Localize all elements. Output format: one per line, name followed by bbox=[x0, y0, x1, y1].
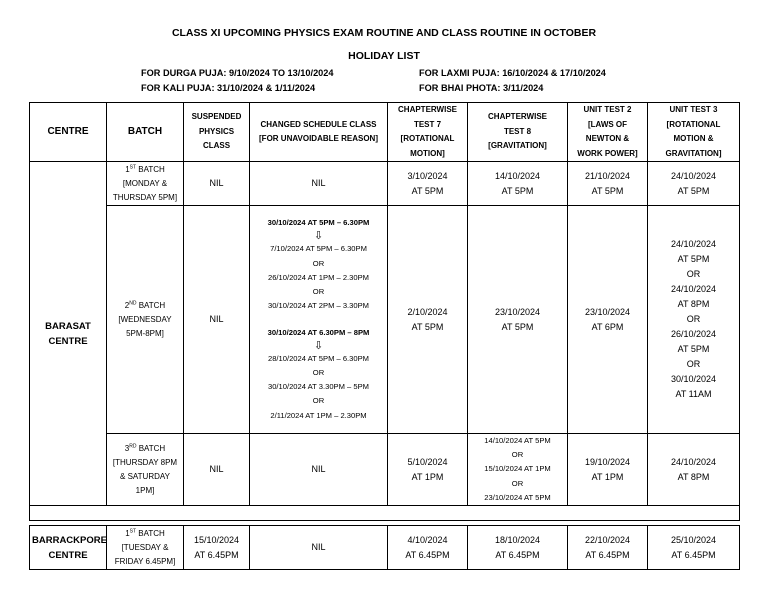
down-arrow-icon: ⇩ bbox=[313, 339, 324, 352]
ut3-cell: 25/10/2024 AT 6.45PM bbox=[648, 526, 740, 570]
header-unit-test-2: UNIT TEST 2 [LAWS OF NEWTON & WORK POWER] bbox=[568, 103, 648, 162]
batch-cell: 3RD BATCH [THURSDAY 8PM & SATURDAY 1PM] bbox=[107, 434, 184, 506]
routine-table bbox=[29, 102, 740, 570]
ct8-cell: 14/10/2024 AT 5PM bbox=[468, 162, 568, 206]
ct7-cell: 2/10/2024 AT 5PM bbox=[388, 206, 468, 434]
header-centre: CENTRE bbox=[30, 103, 107, 162]
ct7-cell: 5/10/2024 AT 1PM bbox=[388, 434, 468, 506]
holiday-kali-puja: FOR KALI PUJA: 31/10/2024 & 1/11/2024 bbox=[141, 83, 316, 93]
ct7-cell: 4/10/2024 AT 6.45PM bbox=[388, 526, 468, 570]
holiday-bhai-phota: FOR BHAI PHOTA: 3/11/2024 bbox=[419, 83, 544, 93]
suspended-cell: NIL bbox=[184, 162, 250, 206]
ct7-cell: 3/10/2024 AT 5PM bbox=[388, 162, 468, 206]
header-changed-schedule: CHANGED SCHEDULE CLASS [FOR UNAVOIDABLE REASON] bbox=[250, 103, 388, 162]
table-row bbox=[30, 434, 740, 506]
batch-cell: 2ND BATCH [WEDNESDAY 5PM-8PM] bbox=[107, 206, 184, 434]
table-row bbox=[30, 206, 740, 434]
ut2-cell: 22/10/2024 AT 6.45PM bbox=[568, 526, 648, 570]
changed-cell: NIL bbox=[250, 162, 388, 206]
changed-cell: NIL bbox=[250, 526, 388, 570]
table-row bbox=[30, 162, 740, 206]
header-row bbox=[30, 103, 740, 162]
ut2-cell: 23/10/2024 AT 6PM bbox=[568, 206, 648, 434]
holiday-laxmi-puja: FOR LAXMI PUJA: 16/10/2024 & 17/10/2024 bbox=[419, 68, 606, 78]
header-unit-test-3: UNIT TEST 3 [ROTATIONAL MOTION & GRAVITATION] bbox=[648, 103, 740, 162]
holiday-durga-puja: FOR DURGA PUJA: 9/10/2024 TO 13/10/2024 bbox=[141, 68, 334, 78]
page-title: CLASS XI UPCOMING PHYSICS EXAM ROUTINE AND CLASS ROUTINE IN OCTOBER bbox=[171, 27, 597, 39]
holiday-list-heading: HOLIDAY LIST bbox=[348, 50, 420, 62]
ut2-cell: 21/10/2024 AT 5PM bbox=[568, 162, 648, 206]
header-batch: BATCH bbox=[107, 103, 184, 162]
spacer-cell bbox=[30, 506, 740, 521]
table-row bbox=[30, 526, 740, 570]
ut2-cell: 19/10/2024 AT 1PM bbox=[568, 434, 648, 506]
ut3-cell: 24/10/2024 AT 5PM OR 24/10/2024 AT 8PM OR 26/10/2024 AT 5PM OR 30/10/2024 AT 11AM bbox=[648, 206, 740, 434]
ct8-cell: 14/10/2024 AT 5PM OR 15/10/2024 AT 1PM OR 23/10/2024 AT 5PM bbox=[468, 434, 568, 506]
header-suspended: SUSPENDED PHYSICS CLASS bbox=[184, 103, 250, 162]
batch-cell: 1ST BATCH [TUESDAY & FRIDAY 6.45PM] bbox=[107, 526, 184, 570]
batch-cell: 1ST BATCH [MONDAY & THURSDAY 5PM] bbox=[107, 162, 184, 206]
ut3-cell: 24/10/2024 AT 8PM bbox=[648, 434, 740, 506]
suspended-cell: NIL bbox=[184, 434, 250, 506]
changed-cell: 30/10/2024 AT 5PM – 6.30PM ⇩ 7/10/2024 AT 5PM – 6.30PM OR 26/10/2024 AT 1PM – 2.30PM OR 30/10/2024 AT 2PM – 3.30PM 30/10/2024 AT 6.30PM – 8PM ⇩ 28/10/2024 AT 5PM – 6.30PM OR 30/10/2024 AT 3.30PM – 5PM OR 2/11/2024 AT 1PM – 2.30PM bbox=[250, 206, 388, 434]
header-chapterwise-test-8: CHAPTERWISE TEST 8 [GRAVITATION] bbox=[468, 103, 568, 162]
centre-barasat: BARASAT CENTRE bbox=[30, 162, 107, 506]
suspended-cell: 15/10/2024 AT 6.45PM bbox=[184, 526, 250, 570]
ut3-cell: 24/10/2024 AT 5PM bbox=[648, 162, 740, 206]
ct8-cell: 23/10/2024 AT 5PM bbox=[468, 206, 568, 434]
suspended-cell: NIL bbox=[184, 206, 250, 434]
changed-cell: NIL bbox=[250, 434, 388, 506]
header-chapterwise-test-7: CHAPTERWISE TEST 7 [ROTATIONAL MOTION] bbox=[388, 103, 468, 162]
spacer-row bbox=[30, 506, 740, 521]
ct8-cell: 18/10/2024 AT 6.45PM bbox=[468, 526, 568, 570]
down-arrow-icon: ⇩ bbox=[313, 230, 324, 243]
centre-barrackpore: BARRACKPORE CENTRE bbox=[30, 526, 107, 570]
